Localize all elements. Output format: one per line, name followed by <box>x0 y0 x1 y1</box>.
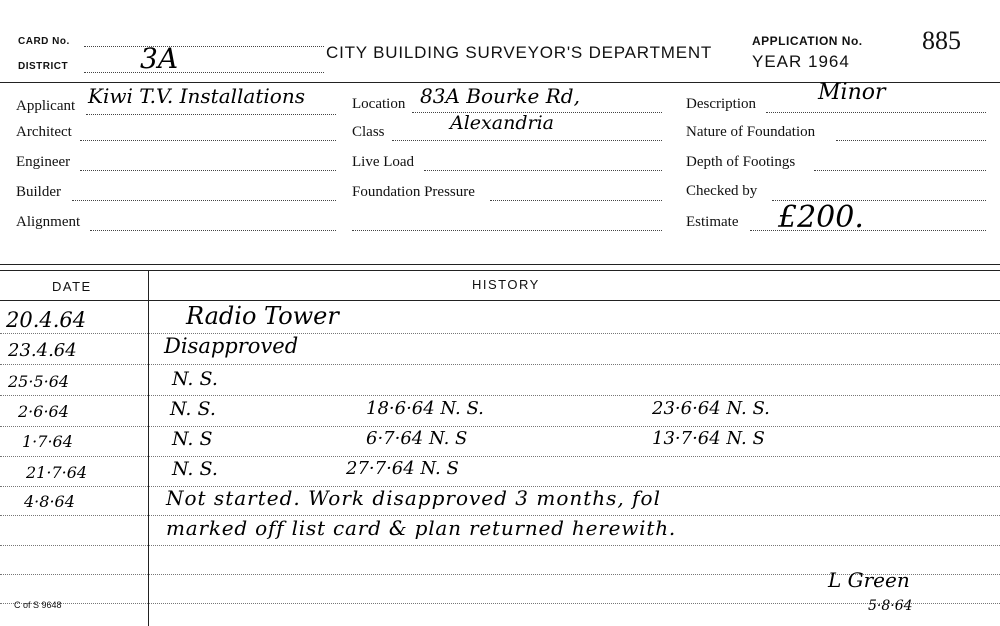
row-rule <box>0 364 1000 365</box>
department-title: CITY BUILDING SURVEYOR'S DEPARTMENT <box>326 43 713 62</box>
table-row-history-3: 23·6·64 N. S. <box>652 398 770 419</box>
table-row-date: 1·7·64 <box>22 432 73 451</box>
column-divider <box>148 270 149 626</box>
architect-line <box>80 140 336 141</box>
engineer-line <box>80 170 336 171</box>
form-code: C of S 9648 <box>14 600 62 610</box>
table-row-date: 2·6·64 <box>18 402 69 421</box>
table-row-history: marked off list card & plan returned herewith. <box>166 516 677 540</box>
applicant-label: Applicant <box>16 98 76 114</box>
class-value: Alexandria <box>450 112 554 134</box>
description-value: Minor <box>818 80 886 105</box>
fields-box <box>0 82 1000 265</box>
live-load-line <box>424 170 662 171</box>
table-row-date: 23.4.64 <box>8 340 77 361</box>
foundation-pressure-label: Foundation Pressure <box>352 184 475 200</box>
history-column-header: HISTORY <box>472 277 540 292</box>
class-line <box>392 140 662 141</box>
applicant-value: Kiwi T.V. Installations <box>88 84 305 108</box>
table-header-border <box>0 300 1000 301</box>
application-label: APPLICATION No. <box>752 34 863 48</box>
alignment-label: Alignment <box>16 214 81 230</box>
estimate-value: £200. <box>778 200 864 235</box>
district-line <box>84 72 324 73</box>
row-rule <box>0 456 1000 457</box>
district-label: DISTRICT <box>18 61 69 72</box>
builder-line <box>72 200 336 201</box>
nature-of-foundation-label: Nature of Foundation <box>686 124 816 140</box>
row-rule <box>0 545 1000 546</box>
nature-line <box>836 140 986 141</box>
estimate-label: Estimate <box>686 214 739 230</box>
signature: L Green <box>828 568 910 592</box>
table-row-history: Disapproved <box>164 334 299 358</box>
checked-by-label: Checked by <box>686 183 758 199</box>
table-row-history: N. S <box>172 428 213 450</box>
card-no-label: CARD No. <box>18 36 70 47</box>
table-row-date: 20.4.64 <box>6 308 87 332</box>
table-row-date: 21·7·64 <box>26 463 88 482</box>
depth-of-footings-label: Depth of Footings <box>686 154 796 170</box>
row-rule <box>0 426 1000 427</box>
signature-date: 5·8·64 <box>868 598 913 614</box>
location-label: Location <box>352 96 406 112</box>
alignment-line <box>90 230 336 231</box>
table-row-history-2: 27·7·64 N. S <box>346 458 459 479</box>
location-value: 83A Bourke Rd, <box>420 84 580 108</box>
row-rule <box>0 603 1000 604</box>
applicant-line <box>86 114 336 115</box>
live-load-label: Live Load <box>352 154 415 170</box>
card-no-line <box>84 46 324 47</box>
table-row-history-3: 13·7·64 N. S <box>652 428 765 449</box>
builder-label: Builder <box>16 184 61 200</box>
table-row-history-2: 18·6·64 N. S. <box>366 398 484 419</box>
application-number: 885 <box>922 26 961 55</box>
depth-line <box>814 170 986 171</box>
table-row-history-2: 6·7·64 N. S <box>366 428 468 449</box>
architect-label: Architect <box>16 124 72 140</box>
row-rule <box>0 333 1000 334</box>
foundation-pressure-line <box>490 200 662 201</box>
table-row-history: Radio Tower <box>186 302 339 330</box>
description-label: Description <box>686 96 756 112</box>
district-value: 3A <box>140 42 179 75</box>
class-label: Class <box>352 124 385 140</box>
table-row-history: N. S. <box>172 368 218 390</box>
table-row-date: 4·8·64 <box>24 492 75 511</box>
description-line <box>766 112 986 113</box>
table-row-history: N. S. <box>172 458 218 480</box>
table-row-history: Not started. Work disapproved 3 months, fol <box>166 486 661 510</box>
table-top-border <box>0 270 1000 271</box>
date-column-header: DATE <box>52 279 92 294</box>
table-row-date: 25·5·64 <box>8 372 70 391</box>
year-label: YEAR 1964 <box>752 52 850 71</box>
table-row-history: N. S. <box>170 398 216 420</box>
row-rule <box>0 395 1000 396</box>
middle-blank-line <box>352 230 662 231</box>
engineer-label: Engineer <box>16 154 71 170</box>
